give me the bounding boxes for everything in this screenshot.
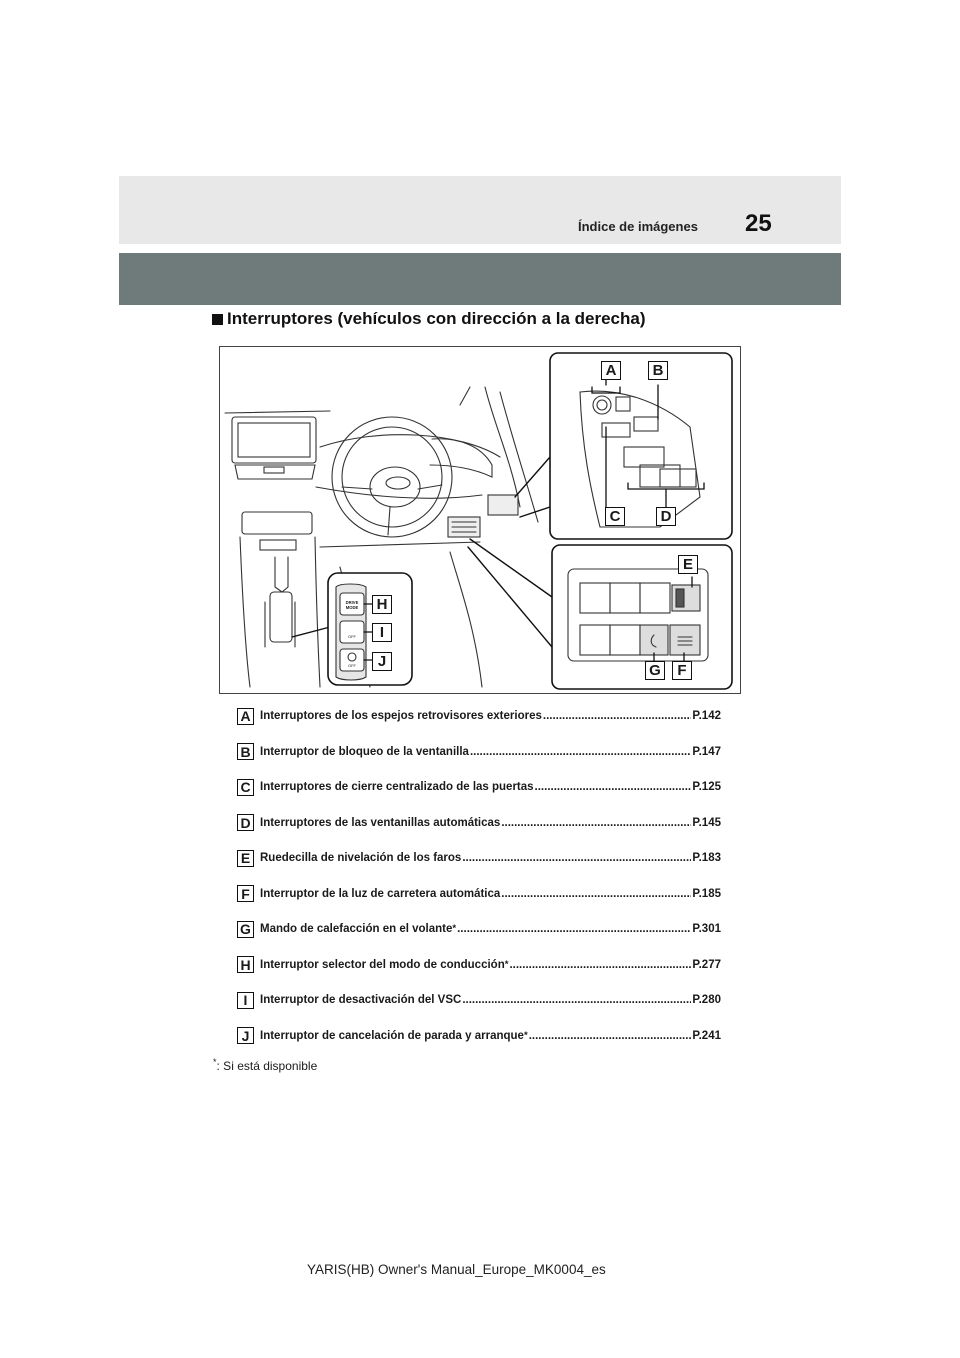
- callout-h: H: [372, 595, 392, 614]
- gear-lever: [275, 557, 288, 592]
- leader-dots: [529, 1030, 692, 1042]
- legend-key: H: [237, 956, 254, 973]
- legend-item[interactable]: [237, 848, 721, 868]
- console-right: [315, 537, 320, 687]
- legend-label: Interruptor de desactivación del VSC: [260, 994, 462, 1006]
- page-ref-link[interactable]: P.241: [692, 1029, 721, 1042]
- leader-dots: [543, 710, 692, 722]
- page-footer: YARIS(HB) Owner's Manual_Europe_MK0004_es: [307, 1262, 606, 1277]
- legend-key: A: [237, 708, 254, 725]
- footnote-mark: *: [213, 1057, 217, 1067]
- asterisk-mark: *: [452, 923, 457, 934]
- callout-j: J: [372, 652, 392, 671]
- screen-knob: [264, 467, 284, 473]
- section-title: Índice de imágenes: [578, 219, 698, 234]
- page-heading: [212, 309, 646, 329]
- page-ref-link[interactable]: P.147: [692, 745, 721, 758]
- leader-dots: [457, 923, 691, 935]
- steering-hub: [370, 467, 420, 507]
- gear-housing: [270, 592, 292, 642]
- leveling-dial: [676, 589, 684, 607]
- asterisk-mark: *: [504, 958, 509, 970]
- asterisk-mark: *: [523, 1029, 528, 1041]
- legend-item[interactable]: [237, 777, 721, 797]
- page-ref-link[interactable]: P.280: [692, 994, 721, 1006]
- door-inset-frame: [550, 353, 732, 539]
- leader-to-steering-inset: [292, 627, 330, 637]
- legend-key: C: [237, 779, 254, 796]
- lower-dash: [320, 542, 480, 547]
- page-ref-link[interactable]: P.301: [692, 923, 721, 935]
- instrument-cluster: [430, 439, 492, 477]
- heater-switch: [640, 625, 668, 655]
- legend-item[interactable]: [237, 706, 721, 726]
- legend-label: Mando de calefacción en el volante: [260, 923, 453, 935]
- dash-top-line: [225, 411, 330, 413]
- legend-list: [237, 706, 721, 1061]
- legend-key: J: [237, 1027, 254, 1044]
- page-ref-link[interactable]: P.142: [692, 710, 721, 722]
- screen-inner: [238, 423, 310, 457]
- door-switch-panel: [488, 495, 518, 515]
- legend-label: Interruptores de los espejos retrovisores exteriores: [260, 710, 542, 722]
- leader-dots: [501, 817, 691, 829]
- legend-label: Interruptor selector del modo de conducción: [260, 958, 505, 971]
- steering-logo: [386, 477, 410, 489]
- floor-line: [450, 552, 482, 687]
- leader-to-lower-inset-2: [468, 547, 552, 647]
- spoke-left: [342, 487, 372, 489]
- page-heading-text: Interruptores (vehículos con dirección a la derecha): [227, 309, 646, 328]
- legend-label: Interruptores de cierre centralizado de las puertas: [260, 781, 534, 793]
- page-ref-link[interactable]: P.183: [692, 852, 721, 864]
- callout-a: A: [601, 361, 621, 380]
- footnote-text: : Si está disponible: [216, 1059, 318, 1073]
- callout-d: D: [656, 507, 676, 526]
- legend-item[interactable]: [237, 742, 721, 762]
- legend-key: D: [237, 814, 254, 831]
- legend-key: I: [237, 992, 254, 1009]
- legend-label: Interruptor de cancelación de parada y arranque: [260, 1029, 524, 1042]
- legend-item[interactable]: [237, 955, 721, 975]
- callout-e: E: [678, 555, 698, 574]
- legend-label: Interruptor de bloqueo de la ventanilla: [260, 745, 469, 758]
- legend-item[interactable]: [237, 884, 721, 904]
- leader-to-lower-inset: [470, 539, 552, 597]
- steering-wheel-inner: [342, 427, 442, 527]
- legend-key: F: [237, 885, 254, 902]
- section-band: [119, 253, 841, 305]
- legend-label: Interruptor de la luz de carretera automática: [260, 887, 501, 900]
- callout-c: C: [605, 507, 625, 526]
- callout-b: B: [648, 361, 668, 380]
- footnote: [213, 1057, 317, 1073]
- drive-mode-text-2: MODE: [345, 605, 359, 610]
- leader-dots: [462, 994, 691, 1006]
- legend-item[interactable]: [237, 990, 721, 1010]
- pillar-edge: [485, 387, 520, 507]
- leader-dots: [462, 852, 691, 864]
- page-ref-link[interactable]: P.145: [692, 816, 721, 829]
- leader-dots: [509, 959, 691, 971]
- callout-g: G: [645, 661, 665, 680]
- legend-item[interactable]: [237, 1026, 721, 1046]
- legend-key: G: [237, 921, 254, 938]
- legend-key: B: [237, 743, 254, 760]
- pillar-line: [460, 387, 470, 405]
- spoke-right: [418, 485, 442, 489]
- legend-item[interactable]: [237, 919, 721, 939]
- console-left: [240, 537, 250, 687]
- legend-item[interactable]: [237, 813, 721, 833]
- console-slot: [260, 540, 296, 550]
- spoke-bottom: [388, 507, 390, 535]
- legend-label: Interruptores de las ventanillas automáticas: [260, 816, 501, 829]
- page-number: 25: [745, 210, 772, 237]
- dashboard-illustration: [219, 346, 741, 694]
- leader-to-door-inset-2: [520, 507, 550, 517]
- leader-dots: [535, 781, 692, 793]
- legend-key: E: [237, 850, 254, 867]
- callout-f: F: [672, 661, 692, 680]
- page-ref-link[interactable]: P.277: [692, 958, 721, 971]
- callout-i: I: [372, 623, 392, 642]
- header-bar: [119, 176, 841, 244]
- console-vent: [242, 512, 312, 534]
- lower-inset-frame: [552, 545, 732, 689]
- drive-mode-text: DRIVE: [345, 600, 359, 605]
- infotainment-screen: [232, 417, 316, 463]
- square-bullet-icon: [212, 314, 223, 325]
- page-ref-link[interactable]: P.125: [692, 781, 721, 793]
- vsc-off-text: OFF: [348, 634, 356, 639]
- leader-dots: [501, 888, 691, 900]
- stop-start-off-text: OFF: [348, 663, 356, 668]
- high-beam-switch: [670, 625, 700, 655]
- page-ref-link[interactable]: P.185: [692, 887, 721, 900]
- vsc-off-button: [340, 621, 364, 643]
- leader-dots: [470, 746, 691, 758]
- legend-label: Ruedecilla de nivelación de los faros: [260, 852, 462, 864]
